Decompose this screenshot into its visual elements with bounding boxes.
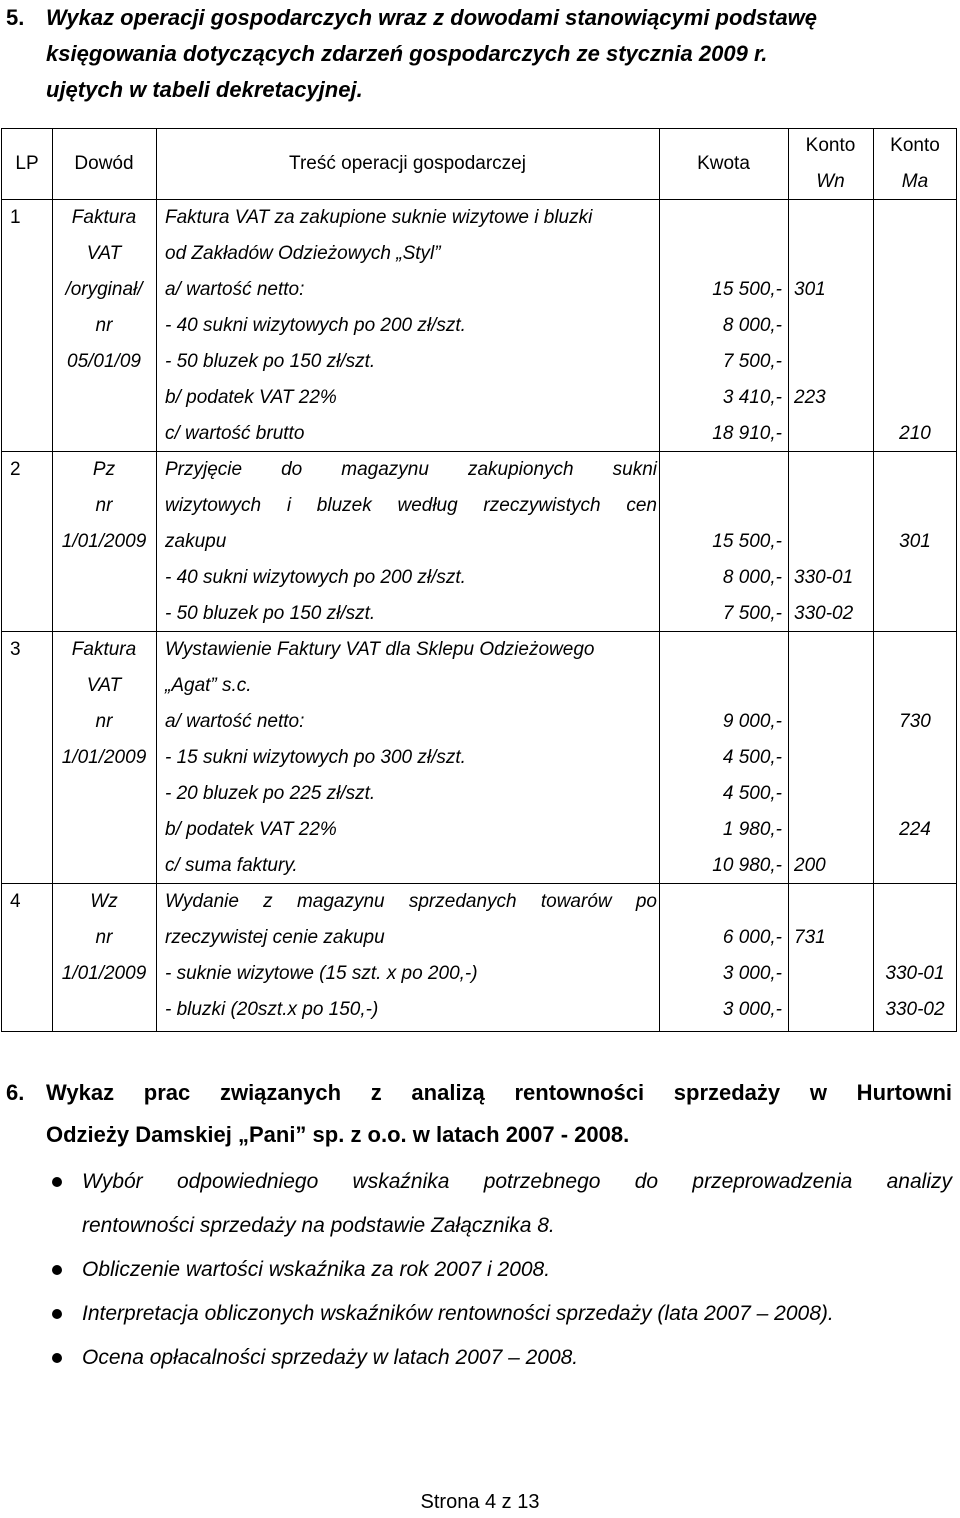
cell-tresc: Przyjęcie do magazynu zakupionych sukni — [165, 459, 657, 480]
section-6-line-2: Odzieży Damskiej „Pani” sp. z o.o. w latach 2007 - 2008. — [46, 1122, 630, 1147]
cell-kwota: 9 000,- — [722, 711, 782, 732]
bullet-icon — [52, 1353, 62, 1363]
cell-tresc: - 40 sukni wizytowych po 200 zł/szt. — [165, 315, 466, 336]
cell-konto-ma: 330-01 — [885, 963, 945, 984]
cell-tresc: b/ podatek VAT 22% — [165, 819, 337, 840]
page-footer: Strona 4 z 13 — [420, 1491, 540, 1513]
section-5-number: 5. — [6, 5, 25, 30]
cell-kwota: 3 000,- — [722, 999, 782, 1020]
cell-lp: 3 — [10, 639, 21, 660]
cell-dowod: Pz — [92, 459, 116, 480]
cell-dowod: /oryginał/ — [65, 279, 143, 300]
header-lp: LP — [15, 153, 39, 174]
cell-konto-ma: 730 — [899, 711, 931, 732]
header-dowod: Dowód — [74, 153, 134, 174]
list-item-text: Interpretacja obliczonych wskaźników rentowności sprzedaży (lata 2007 – 2008). — [82, 1302, 834, 1325]
cell-konto-ma: 301 — [899, 531, 931, 552]
section-5-heading — [6, 0, 952, 108]
cell-dowod: nr — [95, 927, 113, 948]
cell-kwota: 15 500,- — [712, 279, 782, 300]
cell-kwota: 4 500,- — [722, 747, 782, 768]
cell-dowod: Wz — [90, 891, 118, 912]
cell-dowod: nr — [95, 315, 113, 336]
bullet-icon — [52, 1309, 62, 1319]
section-5-line-2: księgowania dotyczących zdarzeń gospodarczych ze stycznia 2009 r. — [46, 41, 768, 66]
list-item — [0, 1248, 952, 1292]
cell-tresc: b/ podatek VAT 22% — [165, 387, 337, 408]
cell-kwota: 8 000,- — [722, 315, 782, 336]
header-konto-ma-line-1: Konto — [890, 135, 940, 156]
cell-kwota: 3 410,- — [722, 387, 782, 408]
col-divider-tresc — [659, 129, 660, 1031]
cell-tresc: - 50 bluzek po 150 zł/szt. — [165, 603, 376, 624]
cell-dowod: 1/01/2009 — [61, 963, 147, 984]
cell-tresc: - bluzki (20szt.x po 150,-) — [165, 999, 379, 1020]
cell-tresc: wizytowych i bluzek według rzeczywistych cen — [165, 495, 657, 516]
header-tresc: Treść operacji gospodarczej — [289, 153, 526, 174]
cell-kwota: 18 910,- — [712, 423, 782, 444]
cell-lp: 2 — [10, 459, 21, 480]
cell-konto-wn: 223 — [794, 387, 826, 408]
cell-tresc: zakupu — [165, 531, 227, 552]
header-konto-wn-line-1: Konto — [805, 135, 856, 156]
header-konto-ma-line-2: Ma — [901, 171, 929, 192]
list-item — [0, 1292, 952, 1336]
cell-tresc: Wydanie z magazynu sprzedanych towarów po — [165, 891, 657, 912]
cell-konto-ma: 330-02 — [885, 999, 945, 1020]
cell-konto-wn: 301 — [794, 279, 826, 300]
cell-dowod: Faktura — [71, 207, 137, 228]
section-5-line-3: ujętych w tabeli dekretacyjnej. — [46, 77, 363, 102]
cell-kwota: 7 500,- — [722, 603, 782, 624]
cell-kwota: 7 500,- — [722, 351, 782, 372]
cell-tresc: - suknie wizytowe (15 szt. x po 200,-) — [165, 963, 478, 984]
header-konto-wn-line-2: Wn — [816, 171, 845, 192]
cell-kwota: 1 980,- — [722, 819, 782, 840]
bullet-icon — [52, 1265, 62, 1275]
cell-kwota: 8 000,- — [722, 567, 782, 588]
cell-kwota: 3 000,- — [722, 963, 782, 984]
cell-konto-wn: 330-01 — [794, 567, 854, 588]
cell-tresc: a/ wartość netto: — [165, 711, 305, 732]
cell-dowod: Faktura — [71, 639, 137, 660]
cell-kwota: 10 980,- — [712, 855, 782, 876]
cell-konto-ma: 210 — [899, 423, 931, 444]
cell-kwota: 4 500,- — [722, 783, 782, 804]
cell-tresc: - 20 bluzek po 225 zł/szt. — [165, 783, 376, 804]
list-item-text: Wybór odpowiedniego wskaźnika potrzebnego do przeprowadzenia analizy — [82, 1170, 952, 1193]
col-divider-dowod — [156, 129, 157, 1031]
cell-tresc: - 40 sukni wizytowych po 200 zł/szt. — [165, 567, 466, 588]
cell-tresc: a/ wartość netto: — [165, 279, 305, 300]
dekretacja-table — [1, 128, 957, 1032]
cell-tresc: od Zakładów Odzieżowych „Styl” — [165, 243, 441, 264]
cell-tresc: rzeczywistej cenie zakupu — [165, 927, 385, 948]
cell-lp: 4 — [10, 891, 21, 912]
cell-kwota: 6 000,- — [722, 927, 782, 948]
cell-tresc: c/ wartość brutto — [165, 423, 305, 444]
cell-dowod: 05/01/09 — [67, 351, 141, 372]
list-item-text: rentowności sprzedaży na podstawie Załącznika 8. — [82, 1214, 555, 1237]
col-divider-lp — [52, 129, 53, 1031]
col-divider-wn — [873, 129, 874, 1031]
list-item-continuation — [0, 1204, 952, 1248]
section-6-number: 6. — [6, 1080, 25, 1105]
cell-tresc: - 15 sukni wizytowych po 300 zł/szt. — [165, 747, 466, 768]
cell-tresc: - 50 bluzek po 150 zł/szt. — [165, 351, 376, 372]
cell-tresc: Wystawienie Faktury VAT dla Sklepu Odzieżowego — [165, 639, 595, 660]
bullet-icon — [52, 1177, 62, 1187]
section-5-line-1: Wykaz operacji gospodarczych wraz z dowodami stanowiącymi podstawę — [46, 5, 818, 30]
cell-dowod: 1/01/2009 — [61, 747, 147, 768]
cell-dowod: VAT — [86, 675, 122, 696]
list-item-text: Obliczenie wartości wskaźnika za rok 2007 i 2008. — [82, 1258, 551, 1281]
cell-dowod: nr — [95, 711, 113, 732]
header-kwota: Kwota — [697, 153, 750, 174]
col-divider-kwota — [788, 129, 789, 1031]
cell-konto-wn: 330-02 — [794, 603, 854, 624]
cell-tresc: Faktura VAT za zakupione suknie wizytowe i bluzki — [165, 207, 593, 228]
list-item — [0, 1160, 952, 1204]
list-item-text: Ocena opłacalności sprzedaży w latach 2007 – 2008. — [82, 1346, 579, 1369]
cell-konto-ma: 224 — [899, 819, 931, 840]
cell-tresc: c/ suma faktury. — [165, 855, 298, 876]
cell-konto-wn: 731 — [794, 927, 826, 948]
cell-dowod: nr — [95, 495, 113, 516]
cell-konto-wn: 200 — [794, 855, 826, 876]
cell-dowod: VAT — [86, 243, 122, 264]
cell-kwota: 15 500,- — [712, 531, 782, 552]
task-list — [0, 1160, 952, 1380]
cell-lp: 1 — [10, 207, 21, 228]
cell-dowod: 1/01/2009 — [61, 531, 147, 552]
section-6-line-1: Wykaz prac związanych z analizą rentowności sprzedaży w Hurtowni — [46, 1080, 952, 1105]
cell-tresc: „Agat” s.c. — [165, 675, 252, 696]
section-6-heading — [6, 1072, 952, 1156]
list-item — [0, 1336, 952, 1380]
